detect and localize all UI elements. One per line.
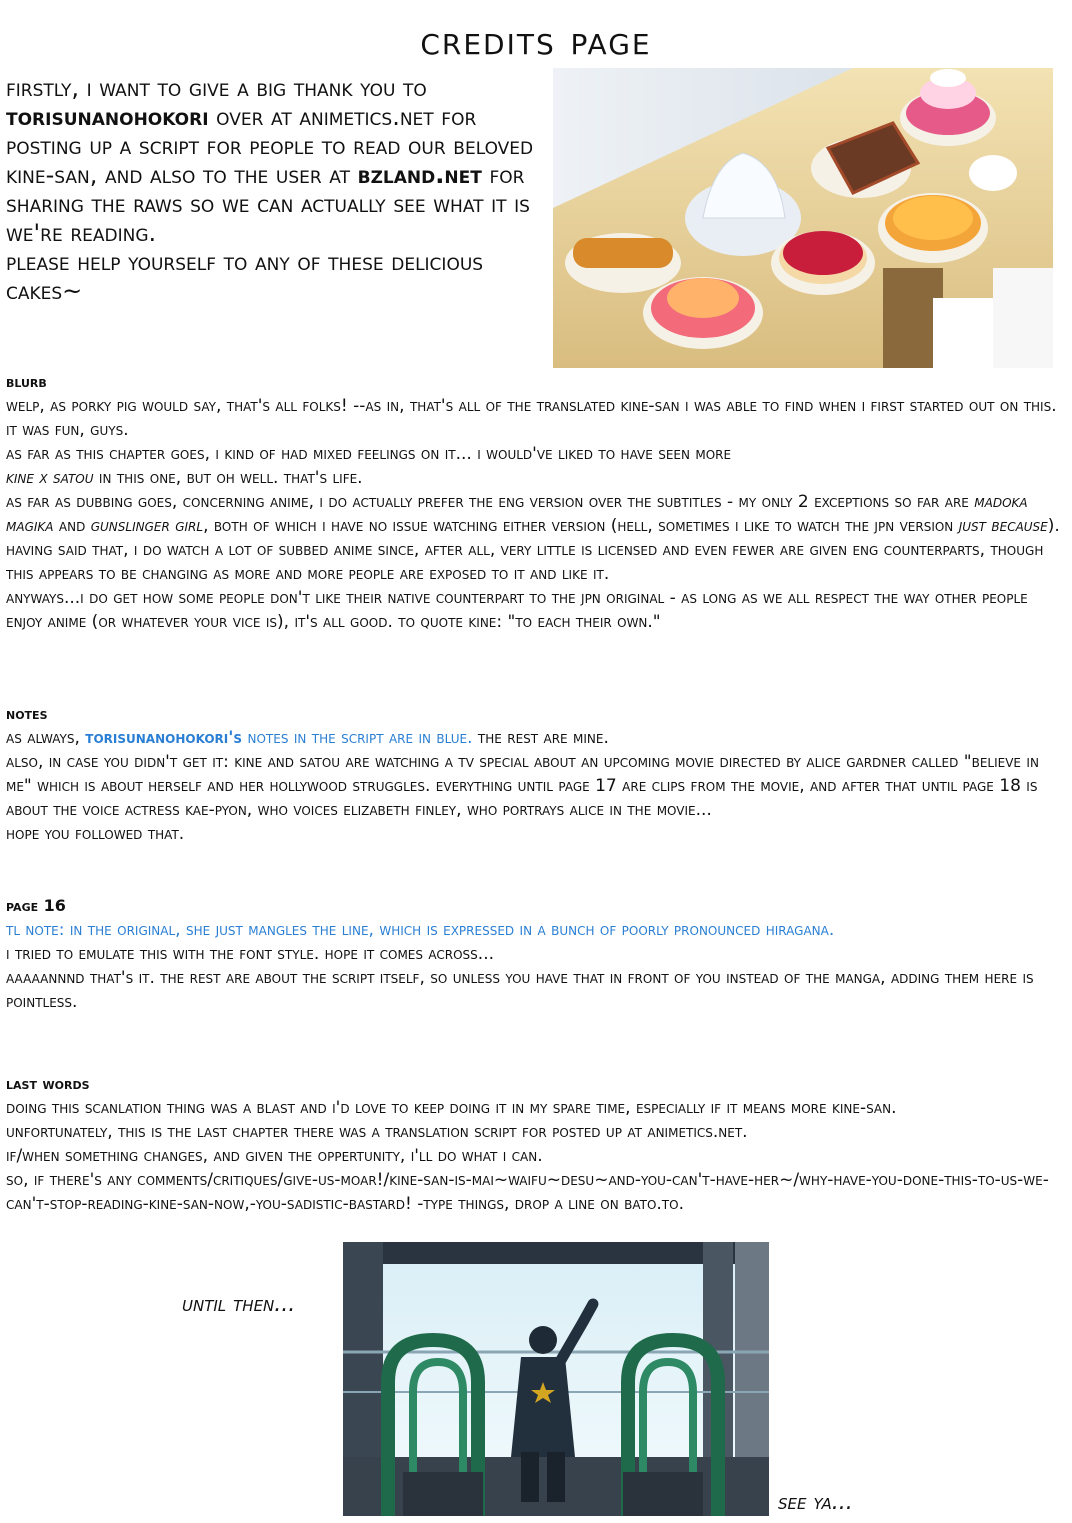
notes-name-torisunanohokori: torisunanohokori's — [85, 728, 243, 748]
blurb-line-2: as far as this chapter goes, i kind of had mixed feelings on it... i would've liked to have seen more — [6, 444, 732, 464]
blurb-line-3b: in this one, but oh well. that's life. — [93, 468, 363, 488]
blurb-line-4e: , both of which i have no issue watching either version (hell, sometimes i like to watch the jpn version — [203, 516, 959, 536]
page16-tl-note: tl note: in the original, she just mangles the line, which is expressed in a bunch of poorly pronounced hiragana. — [6, 920, 835, 940]
notes-line-1a: as always, — [6, 728, 86, 748]
blurb-line-4c: and — [53, 516, 91, 536]
blurb-line-4d: gunslinger girl — [90, 516, 204, 536]
notes-section — [6, 702, 1066, 846]
intro-part-2: over at animetics.net for posting up a script for people to read our beloved kine-san, and also to the user at — [6, 103, 534, 189]
blurb-line-4a: as far as dubbing goes, concerning anime, i do actually prefer the eng version over the subtitles - my only 2 exceptions so far are — [6, 492, 975, 512]
blurb-heading: blurb — [6, 372, 47, 391]
page16-line-3: aaaaannnd that's it. the rest are about the script itself, so unless you have that in front of you instead of the manga, adding them here is pointless. — [6, 968, 1034, 1012]
blurb-line-1a: welp, as porky pig would say, that's all folks! — [6, 396, 348, 416]
intro-part-1: firstly, i want to give a big thank you to — [6, 74, 427, 102]
blurb-section — [6, 370, 1066, 634]
blurb-line-4g: ). having said that, i do watch a lot of subbed anime since, after all, very little is licensed and even fewer are given eng counterparts, though this appears to be changing as more and more people are exposed to it and like it. — [6, 516, 1060, 584]
page16-heading: page 16 — [6, 896, 66, 915]
notes-line-1 — [6, 726, 1066, 750]
blurb-line-1b: --as in, that's all of the translated kine-san i was able to find when i first started out on this. it was fun, guys. — [6, 396, 1057, 440]
blurb-line-5: anyways...i do get how some people don't like their native counterpart to the jpn original - as long as we all respect the way other people enjoy anime (or whatever your vice is), it's all good. to quote kine: "to each their own." — [6, 588, 1028, 632]
notes-line-1c: notes in the script are in blue. — [242, 728, 473, 748]
blurb-line-4 — [6, 490, 1066, 586]
intro-part-3: for sharing the raws so we can actually see what it is we're reading. — [6, 161, 530, 247]
blurb-line-3a: kine x satou — [6, 468, 94, 488]
notes-line-1d: the rest are mine. — [472, 728, 609, 748]
blurb-line-4f: just because — [958, 516, 1048, 536]
last-words-line-1: doing this scanlation thing was a blast and i'd love to keep doing it in my spare time, especially if it means more kine-san. — [6, 1098, 897, 1118]
escalator-image — [343, 1242, 769, 1516]
last-words-line-2: unfortunately, this is the last chapter there was a translation script for posted up at animetics.net. — [6, 1122, 748, 1142]
blurb-line-4b: madoka magika — [6, 492, 1028, 536]
blurb-line-3 — [6, 466, 1066, 490]
intro-text — [6, 74, 546, 306]
notes-heading: notes — [6, 704, 48, 723]
notes-line-2: also, in case you didn't get it: kine and satou are watching a tv special about an upcoming movie directed by alice gardner called "believe in me" which is about herself and her hollywood struggles. everything until page 17 are clips from the movie, and after that until page 18 is about the voice actress kae-pyon, who voices elizabeth finley, who portrays alice in the movie... — [6, 752, 1039, 820]
last-words-line-4b: -type things, drop a line on bato.to. — [411, 1194, 684, 1214]
last-words-section — [6, 1072, 1066, 1216]
see-ya-text: see ya... — [778, 1490, 853, 1515]
page16-section — [6, 894, 1066, 1014]
until-then-text: until then... — [182, 1292, 296, 1317]
intro-part-4: please help yourself to any of these delicious cakes~ — [6, 248, 484, 305]
last-words-line-3: if/when something changes, and given the oppertunity, i'll do what i can. — [6, 1146, 543, 1166]
last-words-line-4 — [6, 1168, 1066, 1216]
cakes-image — [553, 68, 1053, 368]
notes-line-3: hope you followed that. — [6, 824, 185, 844]
intro-name-torisunanohokori: torisunanohokori — [6, 103, 209, 131]
page16-line-2: i tried to emulate this with the font style. hope it comes across... — [6, 944, 495, 964]
blurb-line-1 — [6, 394, 1066, 442]
page-title: credits page — [420, 18, 652, 64]
last-words-heading: last words — [6, 1074, 90, 1093]
intro-name-bzland: bzland.net — [357, 161, 482, 189]
last-words-line-4a: so, if there's any comments/critiques/give-us-moar!/kine-san-is-mai~waifu~desu~and-you-can't-have-her~/why-have-you-done-this-to-us-we-can't-stop-reading-kine-san-now,-you-sadistic-bastard! — [6, 1170, 1049, 1214]
